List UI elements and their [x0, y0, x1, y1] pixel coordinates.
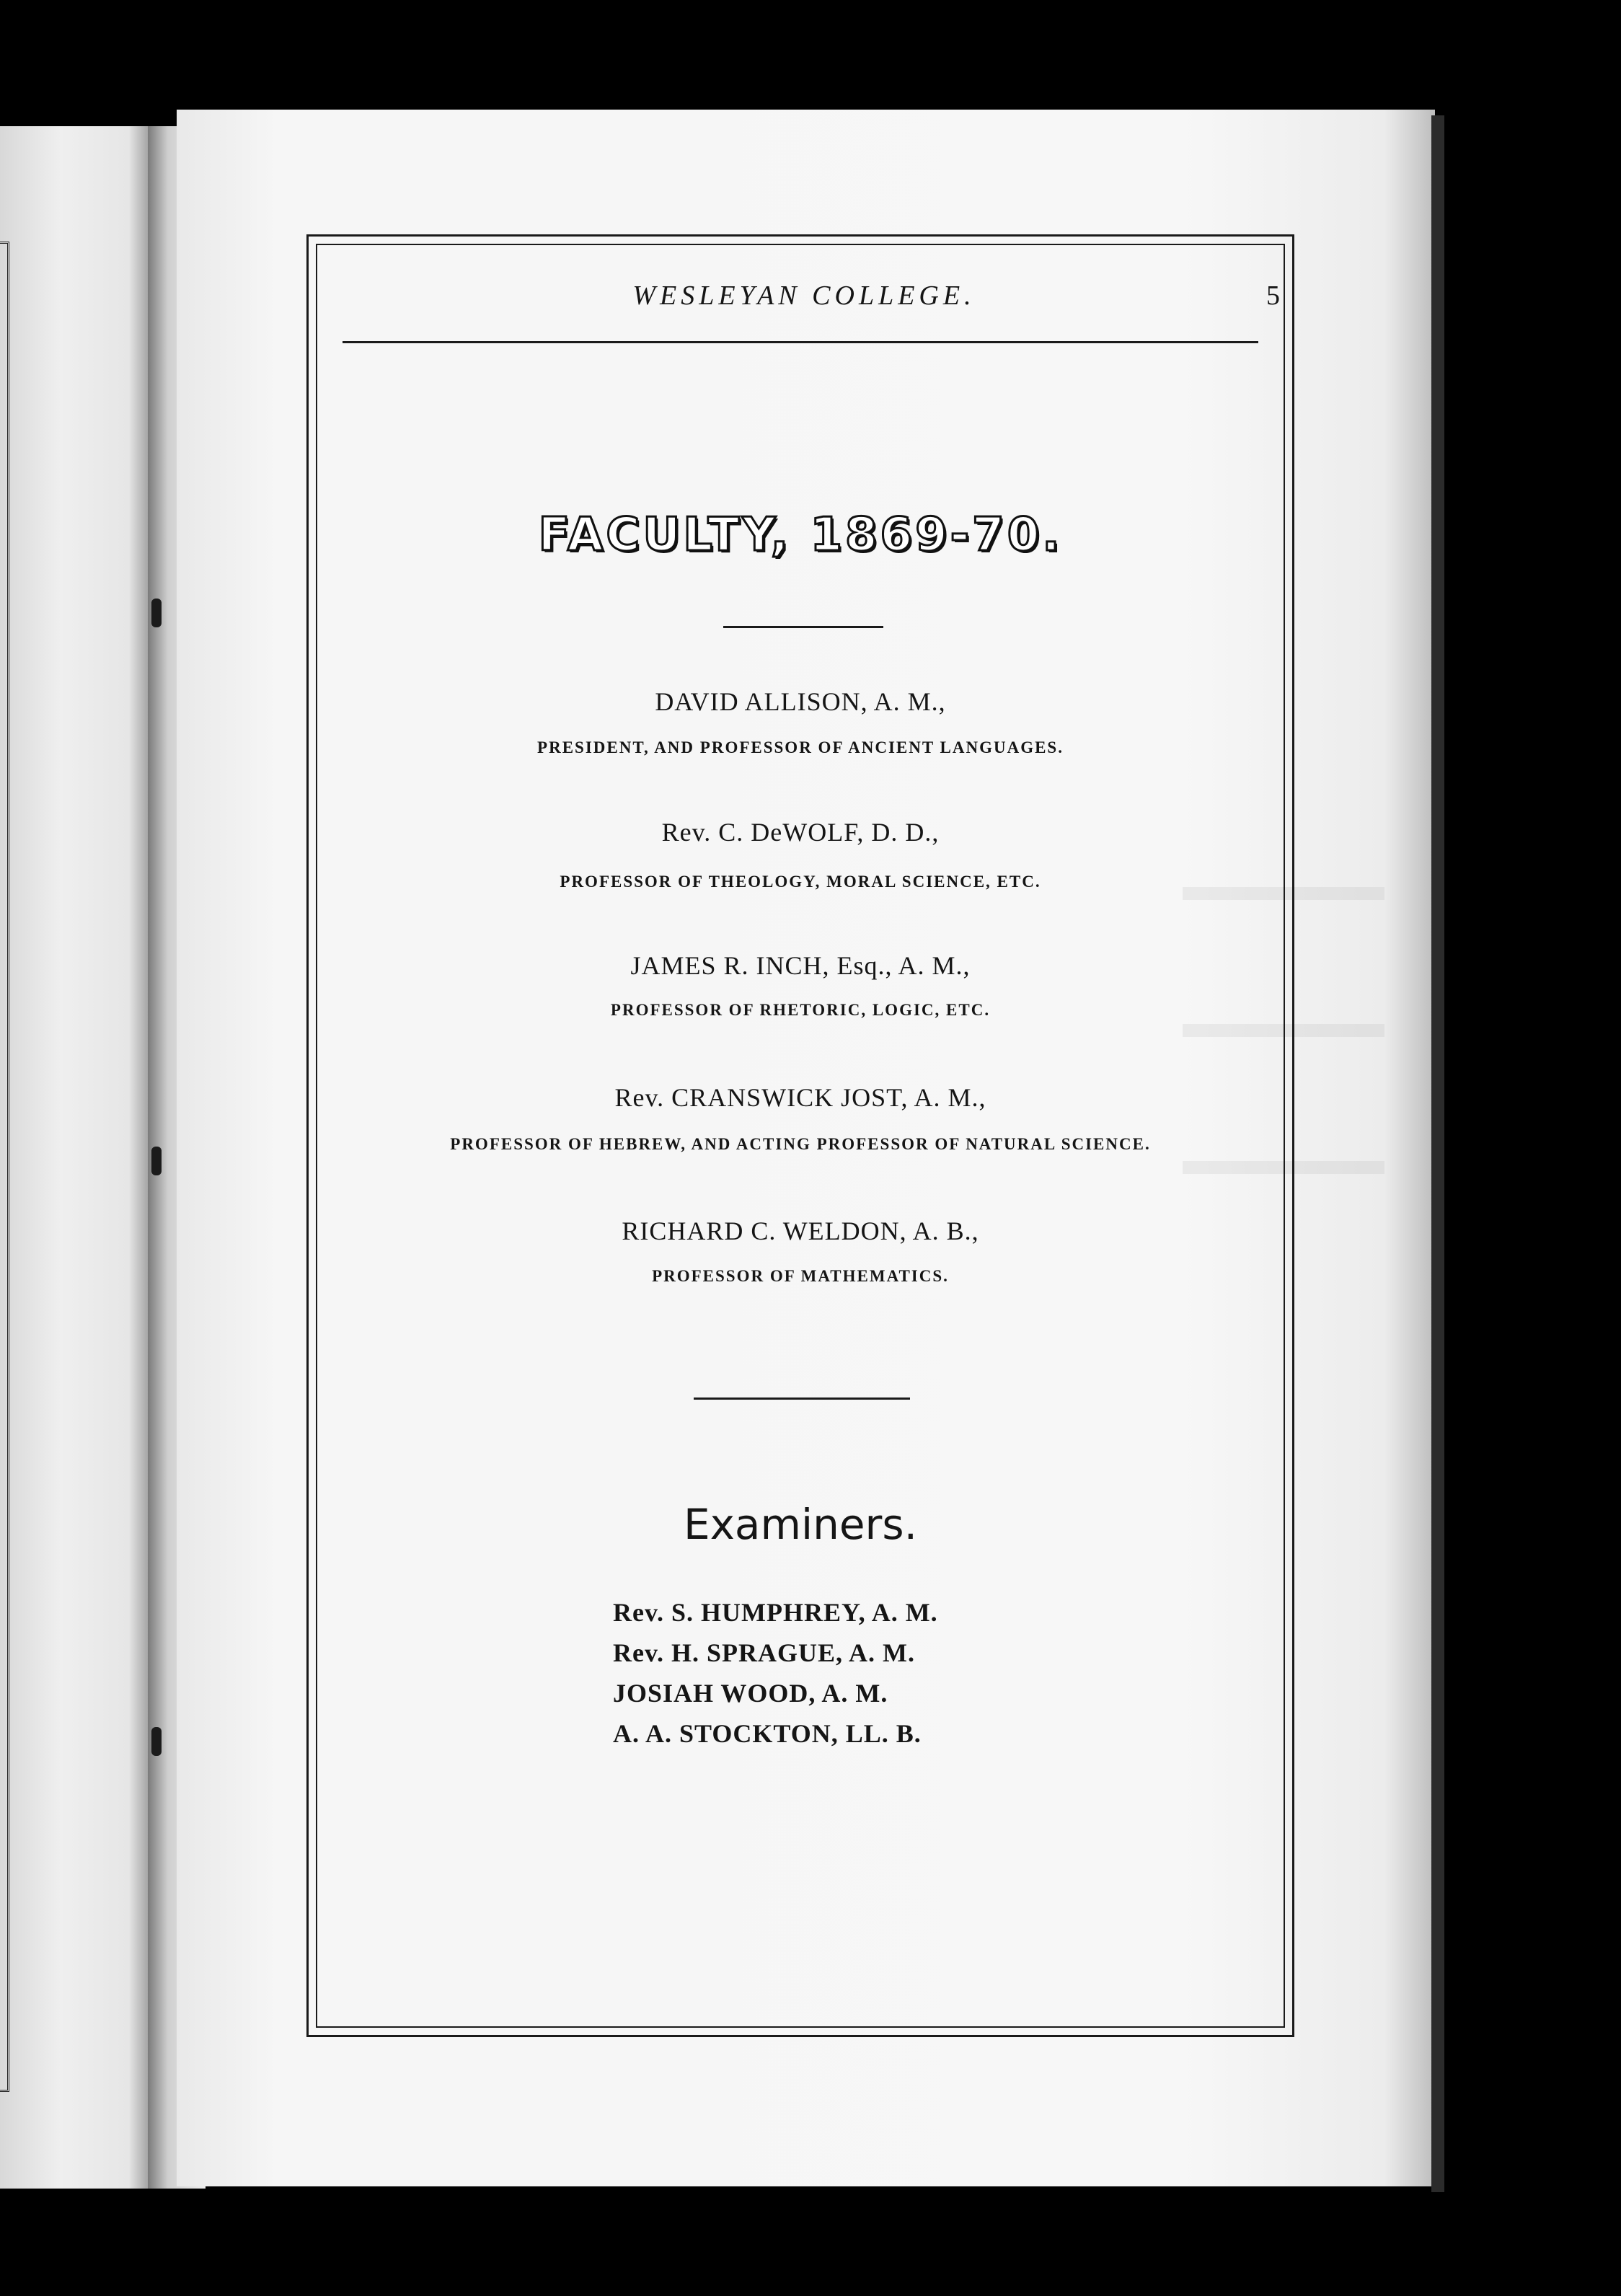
examiner-name: Rev. H. SPRAGUE, A. M.	[613, 1638, 916, 1667]
faculty-member-name: RICHARD C. WELDON, A. B.,	[622, 1217, 979, 1245]
examiner-name: Rev. S. HUMPHREY, A. M.	[613, 1598, 938, 1627]
faculty-member-title: PRESIDENT, AND PROFESSOR OF ANCIENT LANGUAGES.	[537, 738, 1064, 756]
examiner-list	[613, 1592, 1118, 1754]
faculty-member-name: Rev. C. DeWOLF, D. D.,	[661, 818, 940, 847]
binding-stitch	[151, 1727, 162, 1756]
faculty-member-title: PROFESSOR OF THEOLOGY, MORAL SCIENCE, ETC.	[560, 873, 1041, 891]
examiner-name: A. A. STOCKTON, LL. B.	[613, 1719, 922, 1748]
running-head-title: WESLEYAN COLLEGE.	[632, 281, 976, 311]
section-divider	[694, 1398, 910, 1400]
binding-stitch	[151, 1147, 162, 1175]
running-head-rule	[343, 341, 1258, 343]
left-page-border	[0, 242, 9, 2092]
examiner-name: JOSIAH WOOD, A. M.	[613, 1679, 888, 1708]
examiners-heading: Examiners.	[683, 1500, 918, 1549]
faculty-member-name: Rev. CRANSWICK JOST, A. M.,	[614, 1083, 986, 1112]
faculty-heading: FACULTY, 1869-70.	[538, 508, 1063, 562]
left-page-edge	[0, 126, 151, 2189]
faculty-member-name: DAVID ALLISON, A. M.,	[655, 687, 946, 716]
running-head	[339, 274, 1280, 332]
faculty-member-name: JAMES R. INCH, Esq., A. M.,	[630, 951, 971, 980]
faculty-member-title: PROFESSOR OF RHETORIC, LOGIC, ETC.	[610, 1001, 991, 1019]
binding-stitch	[151, 599, 162, 627]
page-number: 5	[1266, 281, 1280, 311]
faculty-member-title: PROFESSOR OF HEBREW, AND ACTING PROFESSOR OF NATURAL SCIENCE.	[450, 1135, 1151, 1153]
faculty-member-title: PROFESSOR OF MATHEMATICS.	[652, 1267, 949, 1285]
page-edge-shadow	[1431, 115, 1444, 2192]
section-divider	[723, 626, 883, 628]
